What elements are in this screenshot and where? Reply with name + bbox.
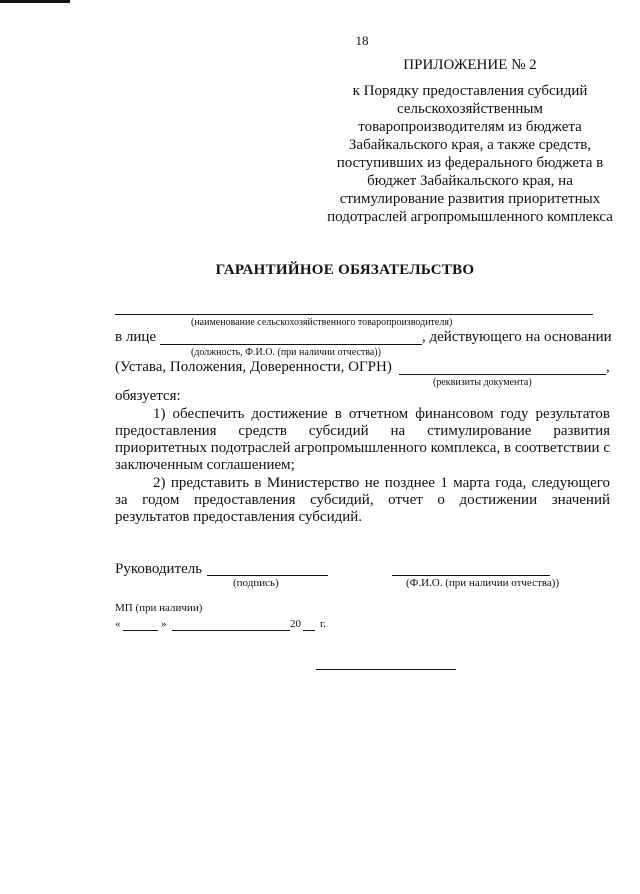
document-details-line: [399, 374, 606, 375]
document-details-hint: (реквизиты документа): [433, 377, 532, 388]
head-label: Руководитель: [115, 561, 203, 577]
obligation-1-text: 1) обеспечить достижение в отчетном финансовом году результатов предоставления средств субсидий на стимулирование развития приоритетных подотраслей агропромышленного комплекса, в соответствии с заключенным соглашением;: [115, 406, 610, 473]
signature-line: [207, 575, 328, 576]
page-number: 18: [355, 33, 369, 48]
date-open-quote: «: [115, 618, 121, 630]
signature-hint: (подпись): [233, 577, 279, 589]
document-title: ГАРАНТИЙНОЕ ОБЯЗАТЕЛЬСТВО: [215, 262, 475, 278]
appendix-line: Забайкальского края, а также средств,: [348, 137, 592, 153]
date-year-line: [303, 630, 315, 631]
appendix-line: к Порядку предоставления субсидий: [352, 83, 588, 99]
appendix-line: стимулирование развития приоритетных: [339, 191, 601, 207]
obligation-1: [115, 406, 610, 474]
documents-label: (Устава, Положения, Доверенности, ОГРН): [115, 359, 392, 375]
appendix-title: ПРИЛОЖЕНИЕ № 2: [403, 57, 537, 73]
name-hint: (Ф.И.О. (при наличии отчества)): [406, 577, 560, 589]
closing-rule: [316, 669, 456, 670]
date-close-quote: »: [161, 618, 167, 630]
year-suffix: г.: [320, 618, 327, 630]
producer-name-line: [115, 314, 593, 315]
obligation-2-text: 2) представить в Министерство не позднее 1 марта года, следующего за годом предоставления субсидий, отчет о достижении значений результатов предоставления субсидий.: [115, 475, 610, 525]
undertakes-label: обязуется:: [115, 388, 181, 404]
date-day-line: [123, 630, 158, 631]
person-hint: (должность, Ф.И.О. (при наличии отчества)): [191, 347, 381, 358]
name-line: [392, 575, 550, 576]
appendix-line: подотраслей агропромышленного комплекса: [327, 209, 613, 225]
producer-name-hint: (наименование сельскохозяйственного товаропроизводителя): [191, 317, 453, 328]
appendix-line: сельскохозяйственным: [397, 101, 543, 117]
year-prefix: 20: [290, 618, 301, 630]
appendix-line: товаропроизводителям из бюджета: [358, 119, 582, 135]
top-edge-rule: [0, 0, 70, 3]
trailing-comma: ,: [606, 359, 610, 375]
obligation-2: [115, 475, 610, 526]
acting-basis-text: , действующего на основании: [422, 329, 612, 345]
person-line: [160, 344, 422, 345]
appendix-line: бюджет Забайкальского края, на: [367, 173, 573, 189]
date-month-line: [172, 630, 290, 631]
appendix-line: поступивших из федерального бюджета в: [336, 155, 604, 171]
appendix-header: [300, 56, 640, 226]
seal-label: МП (при наличии): [115, 602, 203, 614]
in-person-label: в лице: [115, 329, 157, 345]
